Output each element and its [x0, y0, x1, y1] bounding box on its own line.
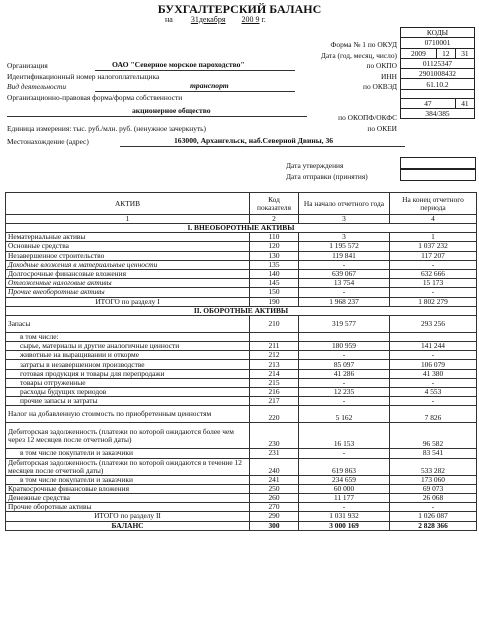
row-end-value: - [390, 503, 477, 512]
row-code: 231 [250, 449, 299, 458]
table-row [6, 242, 477, 251]
okved-code: 61.10.2 [401, 79, 475, 89]
row-end-value: 15 173 [390, 279, 477, 288]
row-end-value: 96 582 [390, 423, 477, 449]
row-end-value: 173 060 [390, 475, 477, 484]
row-label: Прочие оборотные активы [6, 503, 250, 512]
row-label: Основные средства [6, 242, 250, 251]
row-code: 145 [250, 279, 299, 288]
legal-form-label: Организационно-правовая форма/форма собственности [7, 93, 183, 102]
row-end-value: 106 079 [390, 360, 477, 369]
row-start-value: - [299, 378, 390, 387]
row-start-value: 85 097 [299, 360, 390, 369]
row-label: Незавершенное строительство [6, 251, 250, 260]
row-code: 250 [250, 484, 299, 493]
row-start-value: 16 153 [299, 423, 390, 449]
table-row [6, 458, 477, 475]
row-label: в том числе покупатели и заказчики [6, 449, 250, 458]
col-number-1: 1 [6, 215, 250, 224]
table-row [6, 233, 477, 242]
org-label: Организация [7, 61, 48, 70]
row-start-value: 12 235 [299, 388, 390, 397]
okved-label: по ОКВЭД [363, 82, 397, 91]
table-row [6, 360, 477, 369]
sent-label: Дата отправки (принятия) [286, 172, 368, 181]
date-suffix: г. [261, 15, 266, 24]
row-end-value: 4 553 [390, 388, 477, 397]
col-number-3: 3 [299, 215, 390, 224]
table-row [6, 475, 477, 484]
row-code: 230 [250, 423, 299, 449]
row-label: затраты в незавершенном производстве [6, 360, 250, 369]
row-label: Запасы [6, 315, 250, 332]
table-row [6, 484, 477, 493]
row-start-value: 1 031 932 [299, 512, 390, 521]
org-underline [95, 70, 295, 71]
row-label: прочие запасы и затраты [6, 397, 250, 406]
address-value: 163000, Архангельск, наб.Северной Двины, 36 [174, 136, 334, 145]
address-underline [120, 146, 405, 147]
row-start-value: 11 177 [299, 493, 390, 502]
row-code: 120 [250, 242, 299, 251]
row-code: 211 [250, 342, 299, 351]
activity-value: транспорт [190, 81, 229, 90]
row-end-value: 1 026 087 [390, 512, 477, 521]
okei-code: 384/385 [401, 109, 475, 119]
row-end-value: 69 073 [390, 484, 477, 493]
row-end-value: 83 541 [390, 449, 477, 458]
row-code: 220 [250, 406, 299, 423]
row-code: 217 [250, 397, 299, 406]
row-start-value: 1 968 237 [299, 297, 390, 306]
row-code: 260 [250, 493, 299, 502]
row-end-value: 41 380 [390, 369, 477, 378]
row-start-value: 319 577 [299, 315, 390, 332]
row-end-value: 293 256 [390, 315, 477, 332]
row-label: Дебиторская задолженность (платежи по которой ожидаются в течение 12 месяцев после отчетной даты) [6, 458, 250, 475]
okpo-code: 01125347 [401, 58, 475, 68]
row-label: Дебиторская задолженность (платежи по которой ожидаются более чем через 12 месяцев после отчетной даты) [6, 423, 250, 449]
table-row [6, 423, 477, 449]
date-day-month: 31декабря [190, 15, 226, 24]
row-start-value: - [299, 288, 390, 297]
blank-code-cell [401, 89, 475, 98]
balance-table-body [6, 224, 477, 531]
row-end-value: 26 068 [390, 493, 477, 502]
address-label: Местонахождение (адрес) [7, 137, 89, 146]
date-year: 200 9 [241, 15, 260, 24]
row-code: 300 [250, 521, 299, 530]
table-row [6, 288, 477, 297]
row-start-value: - [299, 503, 390, 512]
row-start-value: - [299, 397, 390, 406]
row-end-value: - [390, 397, 477, 406]
code-month: 12 [436, 48, 455, 58]
row-start-value: 3 000 169 [299, 521, 390, 530]
table-row [6, 369, 477, 378]
table-row [6, 406, 477, 423]
activity-label: Вид деятельности [7, 82, 67, 91]
row-label: сырье, материалы и другие аналогичные ценности [6, 342, 250, 351]
row-code: 213 [250, 360, 299, 369]
total-row [6, 297, 477, 306]
inn-label: ИНН [380, 72, 397, 81]
table-row [6, 449, 477, 458]
row-start-value: 234 659 [299, 475, 390, 484]
row-end-value: 117 207 [390, 251, 477, 260]
section-title: I. ВНЕОБОРОТНЫЕ АКТИВЫ [6, 224, 477, 233]
col-header-start: На начало отчетного года [299, 193, 390, 215]
row-label: Денежные средства [6, 493, 250, 502]
row-label: в том числе: [6, 332, 250, 341]
row-label: Долгосрочные финансовые вложения [6, 269, 250, 278]
row-label: Краткосрочные финансовые вложения [6, 484, 250, 493]
okfs-code: 41 [455, 98, 474, 108]
row-label: товары отгруженные [6, 378, 250, 387]
row-end-value: - [390, 378, 477, 387]
inn-code: 2901008432 [401, 69, 475, 79]
okopf-label: по ОКОПФ/ОКФС [338, 113, 397, 122]
org-name: ОАО "Северное морское пароходство" [112, 60, 245, 69]
row-code: 135 [250, 260, 299, 269]
row-code: 241 [250, 475, 299, 484]
col-number-2: 2 [250, 215, 299, 224]
row-code: 214 [250, 369, 299, 378]
table-row [6, 351, 477, 360]
row-label: готовая продукция и товары для перепродажи [6, 369, 250, 378]
form-label: Форма № 1 по ОКУД [330, 40, 397, 49]
row-start-value: - [299, 351, 390, 360]
row-code: 216 [250, 388, 299, 397]
row-start-value: - [299, 449, 390, 458]
row-end-value: - [390, 351, 477, 360]
row-end-value: 7 826 [390, 406, 477, 423]
row-label: Отложенные налоговые активы [6, 279, 250, 288]
row-label: Прочие внеоборотные активы [6, 288, 250, 297]
row-start-value: - [299, 260, 390, 269]
table-row [6, 251, 477, 260]
section-row [6, 306, 477, 315]
table-row [6, 315, 477, 332]
row-label: Налог на добавленную стоимость по приобретенным ценностям [6, 406, 250, 423]
balance-total-row [6, 521, 477, 530]
row-start-value: 119 841 [299, 251, 390, 260]
code-day: 31 [455, 48, 474, 58]
row-end-value: 141 244 [390, 342, 477, 351]
code-year: 2009 [401, 48, 437, 58]
row-start-value: 13 754 [299, 279, 390, 288]
row-code: 290 [250, 512, 299, 521]
codes-header: КОДЫ [401, 28, 475, 38]
row-label: БАЛАНС [6, 521, 250, 530]
col-header-end: На конец отчетного периода [390, 193, 477, 215]
row-code: 150 [250, 288, 299, 297]
approved-label: Дата утверждения [286, 161, 344, 170]
table-row [6, 397, 477, 406]
date-label: Дата (год, месяц, число) [320, 51, 397, 60]
row-label: Нематериальные активы [6, 233, 250, 242]
sent-date-box [400, 169, 476, 181]
row-code: 210 [250, 315, 299, 332]
legal-form-underline [7, 116, 307, 117]
form-code: 0710001 [401, 38, 475, 48]
row-start-value: 41 286 [299, 369, 390, 378]
table-row [6, 503, 477, 512]
legal-form-value: акционерное общество [132, 106, 211, 115]
balance-table [5, 192, 477, 531]
approved-date-box [400, 157, 476, 169]
okei-label: по ОКЕИ [367, 124, 397, 133]
row-end-value: - [390, 288, 477, 297]
row-code: 212 [250, 351, 299, 360]
row-start-value: 3 [299, 233, 390, 242]
row-code: 190 [250, 297, 299, 306]
row-end-value: 1 802 279 [390, 297, 477, 306]
row-code: 270 [250, 503, 299, 512]
row-end-value: 1 037 232 [390, 242, 477, 251]
row-label: животные на выращивании и откорме [6, 351, 250, 360]
document-title: БУХГАЛТЕРСКИЙ БАЛАНС [157, 2, 322, 16]
row-label: ИТОГО по разделу II [6, 512, 250, 521]
col-header-code: Код показателя [250, 193, 299, 215]
okpo-label: по ОКПО [366, 61, 397, 70]
row-code: 215 [250, 378, 299, 387]
okopf-code: 47 [401, 98, 456, 108]
row-end-value: 1 [390, 233, 477, 242]
row-end-value: - [390, 260, 477, 269]
row-code: 130 [250, 251, 299, 260]
row-start-value: 60 000 [299, 484, 390, 493]
activity-underline [95, 91, 295, 92]
row-label: расходы будущих периодов [6, 388, 250, 397]
row-label: в том числе покупатели и заказчики [6, 475, 250, 484]
date-prefix: на [165, 15, 173, 24]
row-start-value: 619 863 [299, 458, 390, 475]
inn-full-label: Идентификационный номер налогоплательщика [7, 72, 160, 81]
row-label: Доходные вложения в материальные ценности [6, 260, 250, 269]
col-header-asset: АКТИВ [6, 193, 250, 215]
balance-date [165, 15, 266, 24]
row-end-value: 632 666 [390, 269, 477, 278]
col-number-4: 4 [390, 215, 477, 224]
row-start-value: 639 067 [299, 269, 390, 278]
row-start-value: 5 162 [299, 406, 390, 423]
row-code: 110 [250, 233, 299, 242]
row-code: 240 [250, 458, 299, 475]
row-start-value: 1 195 572 [299, 242, 390, 251]
total-row [6, 512, 477, 521]
row-start-value: 180 959 [299, 342, 390, 351]
units-label: Единица измерения: тыс. руб./млн. руб. (ненужное зачеркнуть) [7, 124, 206, 133]
row-label: ИТОГО по разделу I [6, 297, 250, 306]
row-end-value: 2 828 366 [390, 521, 477, 530]
codes-table [400, 27, 475, 119]
row-end-value: 533 282 [390, 458, 477, 475]
section-title: II. ОБОРОТНЫЕ АКТИВЫ [6, 306, 477, 315]
row-code: 140 [250, 269, 299, 278]
